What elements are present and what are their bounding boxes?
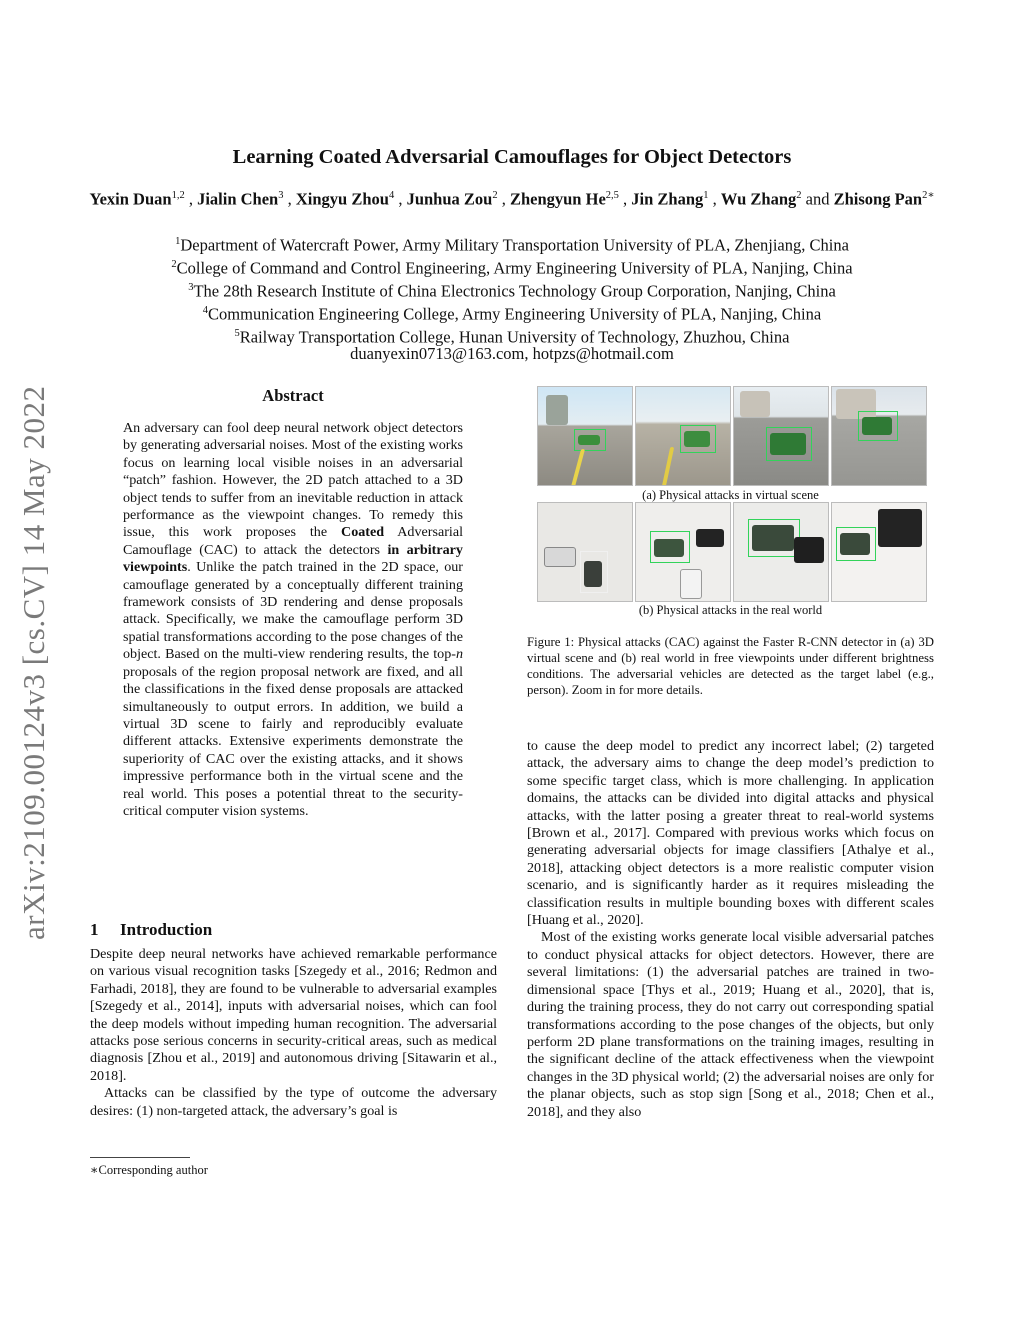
author-emails: duanyexin0713@163.com, hotpzs@hotmail.com: [350, 344, 674, 363]
affiliation-text: Communication Engineering College, Army Engineering University of PLA, Nanjing, China: [208, 304, 822, 324]
affiliation-number: 4: [202, 305, 209, 316]
virtual-scene-image: [635, 386, 731, 486]
author-affiliation-mark: 1,2: [171, 190, 185, 201]
subfigure-caption-a: (a) Physical attacks in virtual scene: [642, 488, 819, 502]
introduction-body: [90, 946, 497, 1120]
abstract-text: An adversary can fool deep neural network object detectors by generating adversarial noises. Most of the existing works focus on learning local visible noises in an adversarial “patch” fashion. However, the 2D patch attached to a 3D object tends to suffer from an inevitable reduction in attack performance as the viewpoint changes. To remedy this issue, this work proposes the: [123, 420, 463, 541]
affiliation-number: 2: [171, 259, 177, 270]
subfigure-caption-b: (b) Physical attacks in the real world: [638, 603, 823, 617]
author-name: Jialin Chen: [197, 189, 279, 209]
affiliation-number: 3: [188, 282, 194, 293]
abstract-text: proposals of the region proposal network are fixed, and all the classifications in the fixed dense proposals are attacked simultaneously to output errors. In addition, we build a virtual 3D scene to fairly and reproducibly evaluate different attacks. Extensive experiments demonstrate the superiority of CAC over the existing attacks, and it shows impressive performance both in the virtual scene and the real world. This poses a potential threat to the security-critical computer vision systems.: [123, 663, 463, 819]
author-name: Zhisong Pan: [833, 189, 923, 209]
paragraph: Attacks can be classified by the type of outcome the adversary desires: (1) non-targeted attack, the adversary’s goal is: [90, 1085, 497, 1119]
author-name: Junhua Zou: [406, 189, 493, 209]
real-world-image: [831, 502, 927, 602]
author-affiliation-mark: 2∗: [922, 190, 935, 201]
abstract-text: . Unlike the patch trained in the 2D space, our camouflage generated by a conceptually different training framework consists of 3D rendering and dense proposals attack. Specifically, we make the camouflage perform 3D spatial transformations according to the pose changes of the object. Based on the multi-view rendering results, the top-: [123, 559, 463, 663]
section-title: Introduction: [120, 920, 213, 939]
abstract-emphasis: in arbitrary viewpoints: [123, 541, 463, 576]
author-conjunction: and: [805, 189, 830, 209]
author-name: Zhengyun He: [509, 189, 606, 209]
affiliation-number: 1: [175, 236, 181, 247]
affiliation-number: 5: [234, 328, 240, 339]
section-number: 1: [90, 920, 99, 939]
figure-row-real: [537, 502, 927, 602]
virtual-scene-image: [733, 386, 829, 486]
real-world-image: [537, 502, 633, 602]
author-affiliation-mark: 4: [388, 190, 395, 201]
author-affiliation-mark: 3: [278, 190, 284, 201]
figure-row-virtual: [537, 386, 927, 486]
abstract-emphasis: Coated: [341, 524, 385, 541]
real-world-image: [733, 502, 829, 602]
abstract-italic: n: [455, 646, 463, 663]
paragraph: to cause the deep model to predict any incorrect label; (2) targeted attack, the adversary aims to change the deep model’s prediction to some specific target class, which is more challenging. In application domains, the attacks can be divided into digital attacks and physical attacks, with the latter posing a greater threat to real-world systems [Brown et al., 2017]. Compared with previous works which focus on generating adversarial objects for image classifiers [Athalye et al., 2018], attacking object detectors is a more realistic computer vision scenario, and is significantly harder as it requires misleading the classification results in multiple bounding boxes with different scales [Huang et al., 2020].: [527, 738, 934, 929]
abstract-heading: Abstract: [262, 386, 324, 405]
affiliation-text: Department of Watercraft Power, Army Military Transportation University of PLA, Zhenjiang, China: [180, 235, 849, 255]
paragraph: Despite deep neural networks have achieved remarkable performance on various visual recognition tasks [Szegedy et al., 2016; Redmon and Farhadi, 2018], they are found to be vulnerable to adversarial examples [Szegedy et al., 2014], inputs with adversarial noises, which can fool the deep models without impeding human recognition. The adversarial attacks pose serious concerns in security-critical areas, such as medical diagnosis [Zhou et al., 2019] and autonomous driving [Sitawarin et al., 2018].: [90, 946, 497, 1084]
affiliation-text: College of Command and Control Engineering, Army Engineering University of PLA, Nanjing, China: [176, 258, 853, 278]
virtual-scene-image: [831, 386, 927, 486]
author-name: Jin Zhang: [631, 189, 704, 209]
real-world-image: [635, 502, 731, 602]
author-affiliation-mark: 2: [796, 190, 802, 201]
virtual-scene-image: [537, 386, 633, 486]
abstract-text: Adversarial Camouflage (CAC) to attack the detectors: [123, 524, 463, 558]
paragraph: Most of the existing works generate local visible adversarial patches to conduct physical attacks for object detectors. However, there are several limitations: (1) the adversarial patches are trained in two-dimensional space [Thys et al., 2019; Huang et al., 2020], that is, during the training process, they do not carry out corresponding spatial transformations according to the pose changes of the objects, but only perform 2D plane transformations on the training images, resulting in the significant decline of the attack effectiveness when the viewpoint changes in the 3D physical world; (2) the adversarial noises are only for the planar objects, such as stop sign [Song et al., 2018; Chen et al., 2018], and they also: [527, 929, 934, 1120]
author-name: Xingyu Zhou: [295, 189, 389, 209]
right-column-body: [527, 738, 934, 1121]
author-name: Yexin Duan: [89, 189, 172, 209]
author-affiliation-mark: 1: [703, 190, 709, 201]
affiliation-text: Railway Transportation College, Hunan University of Technology, Zhuzhou, China: [239, 327, 790, 347]
section-heading-introduction: [90, 920, 212, 940]
footnote-rule: [90, 1157, 190, 1158]
footnote: ∗Corresponding author: [90, 1163, 208, 1177]
author-name: Wu Zhang: [720, 189, 797, 209]
arxiv-identifier: arXiv:2109.00124v3 [cs.CV] 14 May 2022: [16, 385, 51, 940]
affiliation-text: The 28th Research Institute of China Electronics Technology Group Corporation, Nanjing, China: [193, 281, 836, 301]
abstract-body: [123, 420, 463, 820]
paper-title: Learning Coated Adversarial Camouflages for Object Detectors: [232, 146, 792, 168]
author-affiliation-mark: 2: [492, 190, 498, 201]
figure-caption: Figure 1: Physical attacks (CAC) against the Faster R-CNN detector in (a) 3D virtual scene and (b) real world in free viewpoints under different brightness conditions. The adversarial vehicles are detected as the target label (e.g., person). Zoom in for more details.: [527, 635, 934, 697]
author-list: Yexin Duan$^{1,2}$ , Jialin Chen$^3$ , Xingyu Zhou$^4$ , Junhua Zou$^2$ , Zhengyun He$^{2,5}$ , Jin Zhang$^1$ , Wu Zhang$^2$ and Zhisong Pan$^{2∗}$: [89, 189, 935, 209]
author-affiliation-mark: 2,5: [605, 190, 619, 201]
